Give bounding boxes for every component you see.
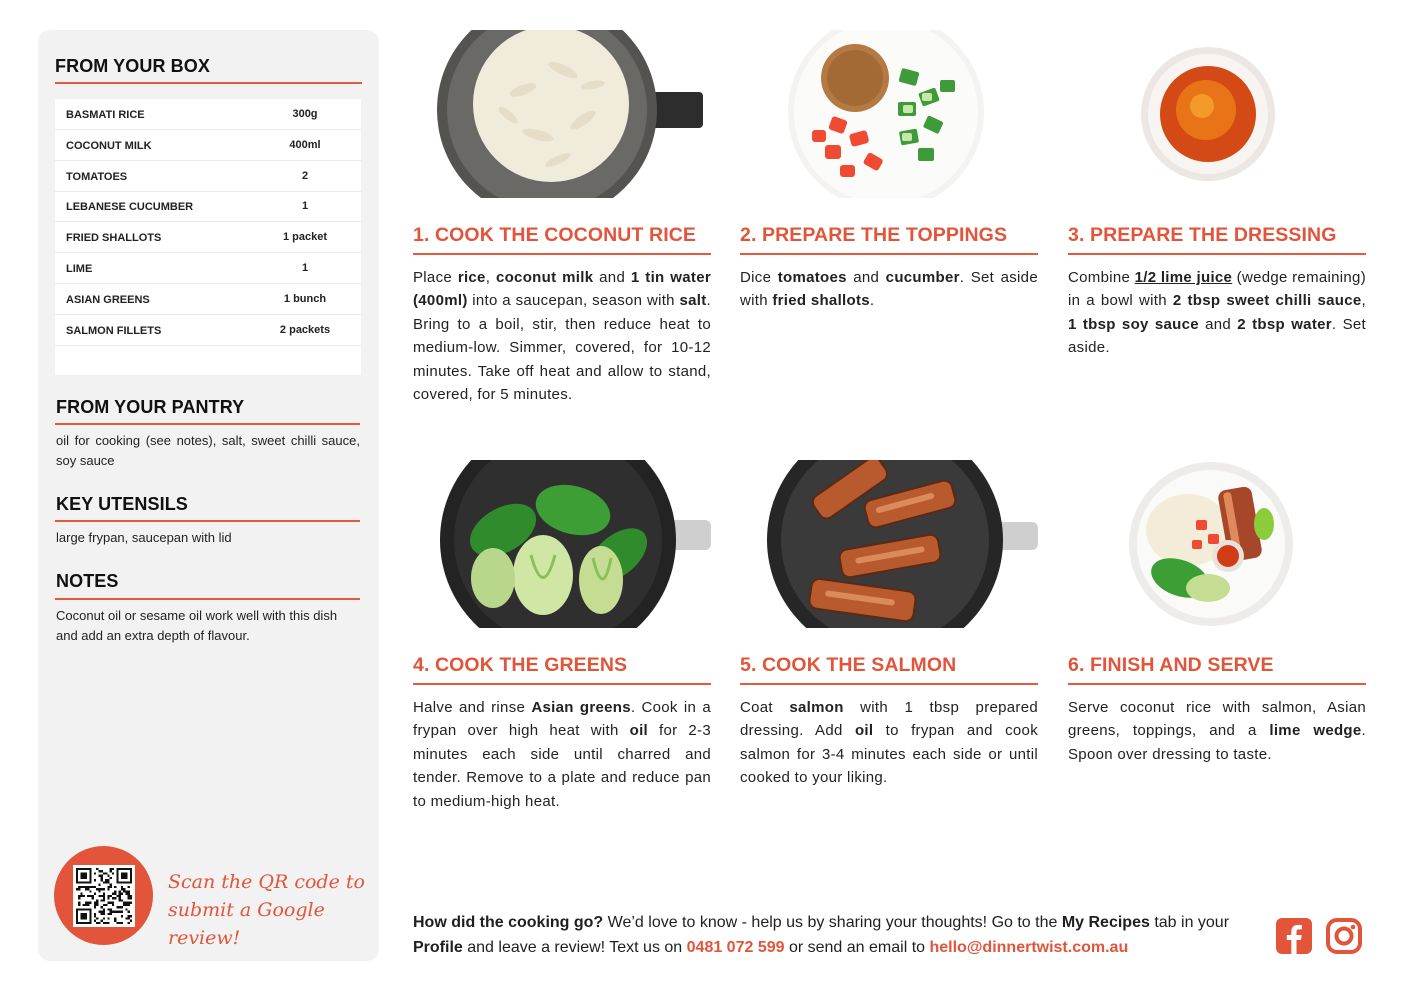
ingredient-row xyxy=(55,222,361,253)
ingredient-quantity: 1 bunch xyxy=(283,292,327,305)
step-4-text: Halve and rinse Asian greens. Cook in a frypan over high heat with oil for 2-3 minutes each side until charred and tender. Remove to a plate and reduce pan to medium-high heat. xyxy=(413,699,711,810)
box-title: FROM YOUR BOX xyxy=(55,56,210,76)
notes-title-rule xyxy=(55,598,360,600)
ingredient-name: SALMON FILLETS xyxy=(66,324,162,337)
ingredient-row xyxy=(55,191,361,222)
ingredient-quantity: 300g xyxy=(292,108,318,120)
toppings-plate-photo xyxy=(740,30,1038,198)
facebook-icon[interactable] xyxy=(1275,917,1313,955)
step-1-text: Place rice, coconut milk and 1 tin water (400ml) into a saucepan, season with salt. Bring to a boil, stir, then reduce heat to medium-low. Simmer, covered, for 10-12 minutes. Take off heat and allow to stand, covered, for 5 minutes. xyxy=(413,269,711,404)
greens-frypan-photo xyxy=(413,460,711,628)
ingredient-name: BASMATI RICE xyxy=(66,109,145,121)
step-3-text: Combine 1/2 lime juice (wedge remaining) in a bowl with 2 tbsp sweet chilli sauce, 1 tbsp soy sauce and 2 tbsp water. Set aside. xyxy=(1068,269,1367,357)
pantry-title: FROM YOUR PANTRY xyxy=(56,397,245,417)
step-1-rule xyxy=(413,253,711,255)
utensils-title: KEY UTENSILS xyxy=(56,494,188,514)
ingredient-quantity: 1 packet xyxy=(282,231,328,244)
ingredient-row xyxy=(55,161,361,192)
pantry-title-rule xyxy=(55,423,360,425)
ingredients-sidebar xyxy=(38,30,379,961)
ingredient-row xyxy=(55,284,361,315)
review-request-text: How did the cooking go? We’d love to know - help us by sharing your thoughts! Go to the My Recipes tab in your Profile and leave a review! Text us on 0481 072 599 or send an email to hello@dinnertwist.com.au xyxy=(413,914,1230,956)
step-4-rule xyxy=(413,683,711,685)
step-2-rule xyxy=(740,253,1038,255)
utensils-title-rule xyxy=(55,520,360,522)
ingredient-name: ASIAN GREENS xyxy=(66,293,150,306)
step-6-title: 6. FINISH AND SERVE xyxy=(1068,654,1274,676)
ingredient-quantity: 1 xyxy=(301,262,309,274)
ingredient-row xyxy=(55,99,361,130)
step-4-title: 4. COOK THE GREENS xyxy=(413,654,628,676)
qr-caption-line-1: Scan the QR code to xyxy=(168,871,365,893)
qr-code-icon[interactable] xyxy=(73,865,135,927)
ingredient-quantity: 1 xyxy=(301,200,309,213)
ingredient-quantity: 2 packets xyxy=(279,323,331,336)
box-title-rule xyxy=(55,82,362,84)
step-3-rule xyxy=(1068,253,1366,255)
step-1-title: 1. COOK THE COCONUT RICE xyxy=(413,224,696,246)
qr-caption-line-2: submit a Google review! xyxy=(168,899,325,949)
step-5-rule xyxy=(740,683,1038,685)
qr-badge[interactable] xyxy=(54,846,153,945)
step-6 xyxy=(1068,460,1366,820)
facebook-link[interactable] xyxy=(1275,917,1313,955)
ingredient-quantity: 2 xyxy=(301,169,309,182)
step-1 xyxy=(413,30,711,410)
ingredient-name: LEBANESE CUCUMBER xyxy=(66,201,194,214)
ingredient-row xyxy=(55,253,361,284)
ingredient-name: TOMATOES xyxy=(66,170,128,183)
step-6-rule xyxy=(1068,683,1366,685)
step-4 xyxy=(413,460,711,820)
dressing-bowl-photo xyxy=(1068,30,1366,198)
ingredient-name: FRIED SHALLOTS xyxy=(66,232,162,245)
ingredient-row xyxy=(55,130,361,161)
instagram-icon[interactable] xyxy=(1325,917,1363,955)
salmon-frypan-photo xyxy=(740,460,1038,628)
step-2-title: 2. PREPARE THE TOPPINGS xyxy=(740,224,1008,246)
step-2-text: Dice tomatoes and cucumber. Set aside with fried shallots. xyxy=(740,269,1038,310)
step-3-title: 3. PREPARE THE DRESSING xyxy=(1068,224,1337,246)
rice-saucepan-photo xyxy=(413,30,711,198)
utensils-text: large frypan, saucepan with lid xyxy=(56,530,232,545)
step-2 xyxy=(740,30,1038,410)
instagram-link[interactable] xyxy=(1325,917,1363,955)
ingredients-table xyxy=(55,99,361,375)
step-5 xyxy=(740,460,1038,820)
notes-title: NOTES xyxy=(56,571,119,591)
step-6-text: Serve coconut rice with salmon, Asian greens, toppings, and a lime wedge. Spoon over dressing to taste. xyxy=(1068,699,1367,763)
step-5-text: Coat salmon with 1 tbsp prepared dressing. Add oil to frypan and cook salmon for 3-4 minutes each side or until cooked to your liking. xyxy=(740,699,1039,787)
qr-caption xyxy=(168,868,368,952)
served-bowl-photo xyxy=(1068,460,1366,628)
ingredient-row xyxy=(55,315,361,346)
pantry-text: oil for cooking (see notes), salt, sweet chilli sauce, soy sauce xyxy=(56,433,360,468)
notes-text: Coconut oil or sesame oil work well with this dish and add an extra depth of flavour. xyxy=(56,608,338,643)
step-3 xyxy=(1068,30,1366,410)
step-5-title: 5. COOK THE SALMON xyxy=(740,654,957,676)
ingredient-name: LIME xyxy=(66,263,93,275)
ingredient-name: COCONUT MILK xyxy=(66,139,152,152)
ingredient-quantity: 400ml xyxy=(289,138,321,151)
